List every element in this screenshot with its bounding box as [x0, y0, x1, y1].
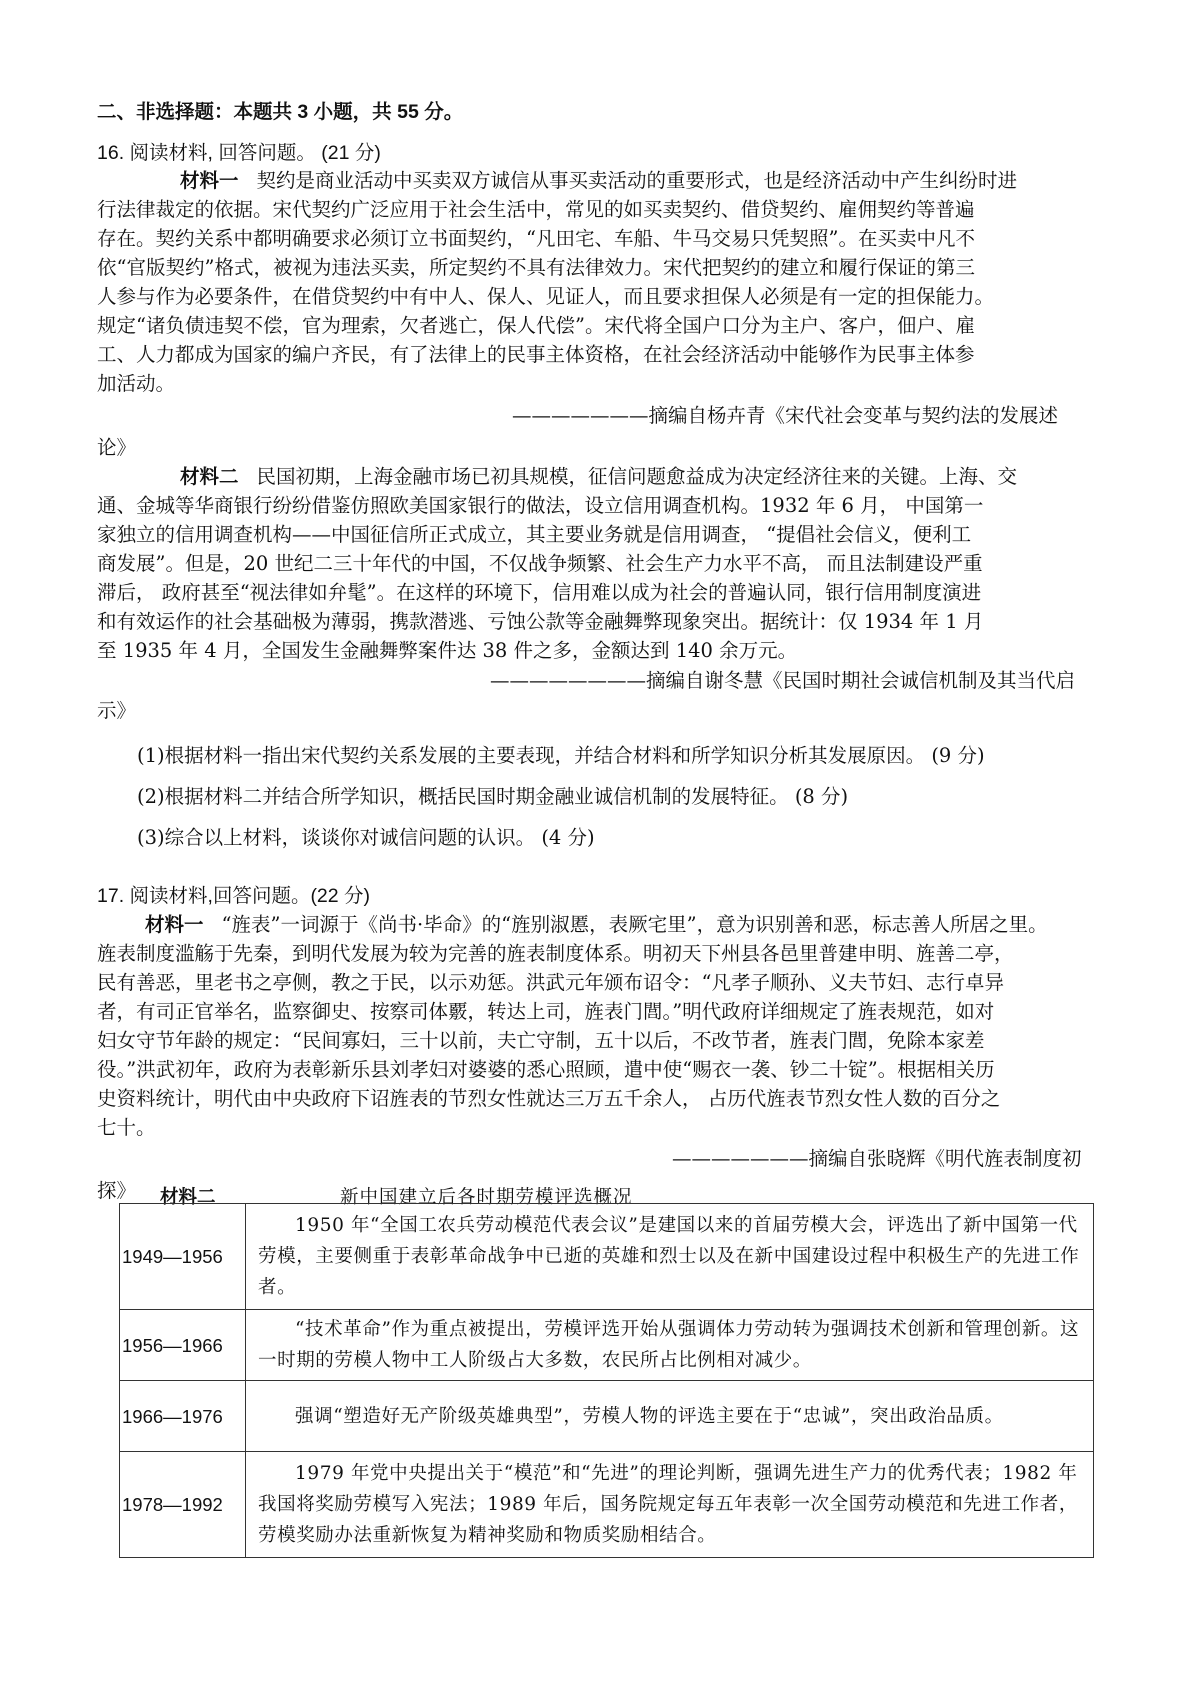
q17-header: 17. 阅读材料,回答问题。(22 分): [97, 885, 371, 907]
q16-material2-line-1: 材料二 民国初期，上海金融市场已初具规模，征信问题愈益成为决定经济往来的关键。上海、交: [180, 465, 1018, 488]
q16-material2-line-4: 商发展”。但是，20 世纪二三十年代的中国，不仅战争频繁、社会生产力水平不高， 而且法制建设严重: [97, 552, 983, 575]
q17-material2-table-title: 新中国建立后各时期劳模评选概况: [340, 1187, 633, 1208]
q16-material1-line-5: 人参与作为必要条件，在借贷契约中有中人、保人、见证人，而且要求担保人必须是有一定的担保能力。: [97, 285, 995, 308]
q16-material1-source-tail: 论》: [97, 436, 137, 459]
period-cell: 1978—1992: [120, 1452, 246, 1558]
q16-material1-label: 材料一: [180, 169, 239, 192]
table-row: [120, 1381, 1094, 1452]
q16-material2-source-tail: 示》: [97, 699, 137, 722]
q16-material2-line-5: 滞后， 政府甚至“视法律如弁髦”。在这样的环境下，信用难以成为社会的普遍认同，银行信用制度演进: [97, 581, 982, 604]
q16-material2-line-7: 至 1935 年 4 月，全国发生金融舞弊案件达 38 件之多，金额达到 140 余万元。: [97, 639, 798, 662]
q17-material1-line-3: 民有善恶，里老书之亭侧，教之于民，以示劝惩。洪武元年颁布诏令：“凡孝子顺孙、义夫节妇、志行卓异: [97, 971, 1004, 994]
q17-material1-line-8: 七十。: [97, 1116, 156, 1139]
description-cell: 强调“塑造好无产阶级英雄典型”，劳模人物的评选主要在于“忠诚”，突出政治品质。: [246, 1381, 1094, 1452]
q16-material2-source: ————————摘编自谢冬慧《民国时期社会诚信机制及其当代启: [490, 669, 1076, 692]
q17-material1-line-6: 役。”洪武初年，政府为表彰新乐县刘孝妇对婆婆的悉心照顾，遣中使“赐衣一袭、钞二十锭”。根据相关历: [97, 1058, 995, 1081]
q16-material2-label: 材料二: [180, 465, 239, 488]
q16-material1-source: ———————摘编自杨卉青《宋代社会变革与契约法的发展述: [512, 404, 1059, 427]
labor-model-table: [119, 1203, 1094, 1558]
table-row: [120, 1310, 1094, 1381]
q16-subquestion-1: (1)根据材料一指出宋代契约关系发展的主要表现，并结合材料和所学知识分析其发展原因。 (9 分): [137, 744, 985, 767]
period-cell: 1956—1966: [120, 1310, 246, 1381]
q16-material1-line-8: 加活动。: [97, 372, 176, 395]
q17-material1-line-5: 妇女守节年龄的规定：“民间寡妇，三十以前，夫亡守制，五十以后，不改节者，旌表门閭，免除本家差: [97, 1029, 985, 1052]
q17-material1-source: ———————摘编自张晓辉《明代旌表制度初: [672, 1147, 1082, 1170]
section-heading: 二、非选择题：本题共 3 小题，共 55 分。: [97, 101, 464, 123]
q16-material1-line-3: 存在。契约关系中都明确要求必须订立书面契约，“凡田宅、车船、牛马交易只凭契照”。在买卖中凡不: [97, 227, 975, 250]
q16-material1-line-6: 规定“诸负债违契不偿，官为理索，欠者逃亡，保人代偿”。宋代将全国户口分为主户、客户，佃户、雇: [97, 314, 975, 337]
description-cell: 1950 年“全国工农兵劳动模范代表会议”是建国以来的首届劳模大会，评选出了新中国第一代劳模，主要侧重于表彰革命战争中已逝的英雄和烈士以及在新中国建设过程中积极生产的先进工作者。: [246, 1204, 1094, 1310]
q16-material1-line-4: 依“官版契约”格式，被视为违法买卖，所定契约不具有法律效力。宋代把契约的建立和履行保证的第三: [97, 256, 975, 279]
q17-material1-line-7: 史资料统计，明代由中央政府下诏旌表的节烈女性就达三万五千余人， 占历代旌表节烈女性人数的百分之: [97, 1087, 1001, 1110]
q17-material1-line-4: 者，有司正官举名，监察御史、按察司体覈，转达上司，旌表门閭。”明代政府详细规定了旌表规范，如对: [97, 1000, 995, 1023]
description-cell: 1979 年党中央提出关于“模范”和“先进”的理论判断，强调先进生产力的优秀代表；1982 年我国将奖励劳模写入宪法；1989 年后，国务院规定每五年表彰一次全国劳动模范和先进工作者，劳模奖励办法重新恢复为精神奖励和物质奖励相结合。: [246, 1452, 1094, 1558]
q16-material1-line-1: 材料一 契约是商业活动中买卖双方诚信从事买卖活动的重要形式，也是经济活动中产生纠纷时进: [180, 169, 1018, 192]
q16-material1-line-2: 行法律裁定的依据。宋代契约广泛应用于社会生活中，常见的如买卖契约、借贷契约、雇佣契约等普遍: [97, 198, 975, 221]
table-row: [120, 1452, 1094, 1558]
q17-material2-label: 材料二: [160, 1187, 216, 1208]
q17-material1-source-tail: 探》: [97, 1179, 137, 1202]
q16-subquestion-3: (3)综合以上材料，谈谈你对诚信问题的认识。 (4 分): [137, 826, 595, 849]
q17-material1-label: 材料一: [145, 913, 204, 936]
q16-header: 16. 阅读材料, 回答问题。 (21 分): [97, 142, 381, 164]
q16-material2-line-3: 家独立的信用调查机构——中国征信所正式成立，其主要业务就是信用调查， “提倡社会信义，便利工: [97, 523, 972, 546]
q16-material2-line-6: 和有效运作的社会基础极为薄弱，携款潜逃、亏蚀公款等金融舞弊现象突出。据统计：仅 1934 年 1 月: [97, 610, 984, 633]
q16-material1-line-7: 工、人力都成为国家的编户齐民，有了法律上的民事主体资格，在社会经济活动中能够作为民事主体参: [97, 343, 975, 366]
q17-material1-line-1: 材料一 “旌表”一词源于《尚书·毕命》的“旌别淑慝，表厥宅里”，意为识别善和恶，标志善人所居之里。: [145, 913, 1048, 936]
q16-material2-line-2: 通、金城等华商银行纷纷借鉴仿照欧美国家银行的做法，设立信用调查机构。1932 年 6 月， 中国第一: [97, 494, 984, 517]
description-cell: “技术革命”作为重点被提出，劳模评选开始从强调体力劳动转为强调技术创新和管理创新。这一时期的劳模人物中工人阶级占大多数，农民所占比例相对减少。: [246, 1310, 1094, 1381]
q17-material1-line-2: 旌表制度滥觞于先秦，到明代发展为较为完善的旌表制度体系。明初天下州县各邑里普建申明、旌善二亭，: [97, 942, 1014, 965]
period-cell: 1966—1976: [120, 1381, 246, 1452]
q16-subquestion-2: (2)根据材料二并结合所学知识，概括民国时期金融业诚信机制的发展特征。 (8 分): [137, 785, 849, 808]
table-row: [120, 1204, 1094, 1310]
period-cell: 1949—1956: [120, 1204, 246, 1310]
